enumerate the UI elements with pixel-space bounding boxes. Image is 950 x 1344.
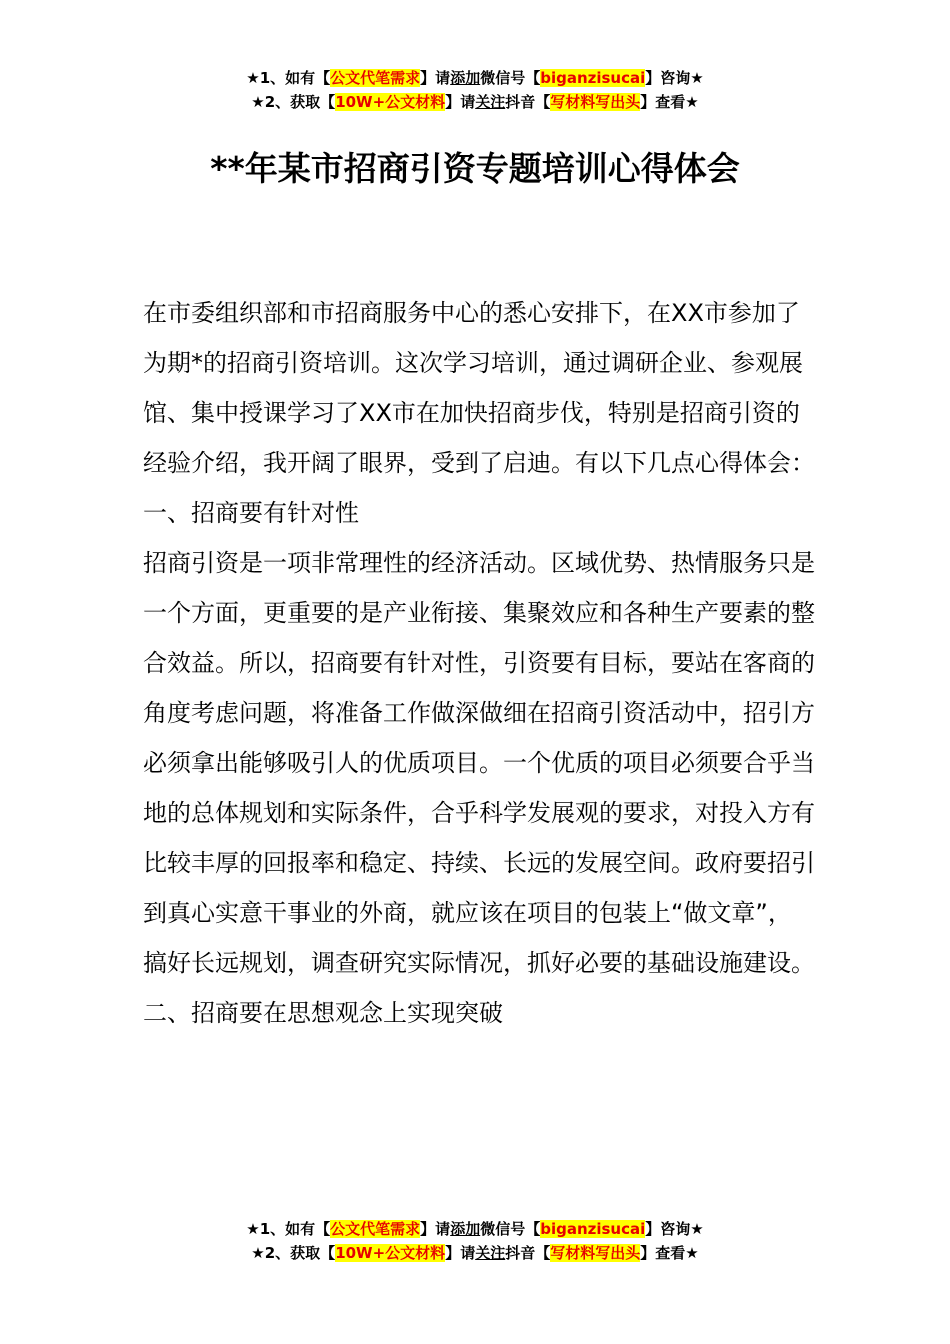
highlight-service: 公文代笔需求: [330, 1220, 421, 1238]
highlight-service: 公文代笔需求: [330, 69, 421, 87]
promo-line-1: ★1、如有【公文代笔需求】请添加微信号【biganzisucai】咨询★: [246, 69, 704, 87]
highlight-materials: 10W+公文材料: [335, 93, 446, 111]
promo-line-2: ★2、获取【10W+公文材料】请关注抖音【写材料写出头】查看★: [251, 93, 699, 111]
promo-line-1: ★1、如有【公文代笔需求】请添加微信号【biganzisucai】咨询★: [246, 1220, 704, 1238]
highlight-wechat-id: biganzisucai: [540, 69, 646, 87]
footer-promo-banner: [0, 1217, 950, 1265]
highlight-wechat-id: biganzisucai: [540, 1220, 646, 1238]
highlight-douyin-id: 写材料写出头: [550, 1244, 641, 1262]
section-1-paragraph: 招商引资是一项非常理性的经济活动。区域优势、热情服务只是一个方面，更重要的是产业衔接、集聚效应和各种生产要素的整合效益。所以，招商要有针对性，引资要有目标，要站在客商的角度考虑问题，将准备工作做深做细在招商引资活动中，招引方必须拿出能够吸引人的优质项目。一个优质的项目必须要合乎当地的总体规划和实际条件，合乎科学发展观的要求，对投入方有比较丰厚的回报率和稳定、持续、长远的发展空间。政府要招引到真心实意干事业的外商，就应该在项目的包装上“做文章”，搞好长远规划，调查研究实际情况，抓好必要的基础设施建设。: [143, 549, 815, 977]
promo-line-2: ★2、获取【10W+公文材料】请关注抖音【写材料写出头】查看★: [251, 1244, 699, 1262]
section-heading-2: 二、招商要在思想观念上实现突破: [143, 999, 503, 1027]
highlight-douyin-id: 写材料写出头: [550, 93, 641, 111]
intro-paragraph: 在市委组织部和市招商服务中心的悉心安排下，在XX市参加了为期*的招商引资培训。这次学习培训，通过调研企业、参观展馆、集中授课学习了XX市在加快招商步伐，特别是招商引资的经验介绍，我开阔了眼界，受到了启迪。有以下几点心得体会：: [143, 299, 815, 477]
header-promo-banner: [0, 66, 950, 114]
document-title: **年某市招商引资专题培训心得体会: [210, 149, 740, 188]
section-heading-1: 一、招商要有针对性: [143, 499, 359, 527]
document-body: [143, 288, 815, 1038]
highlight-materials: 10W+公文材料: [335, 1244, 446, 1262]
